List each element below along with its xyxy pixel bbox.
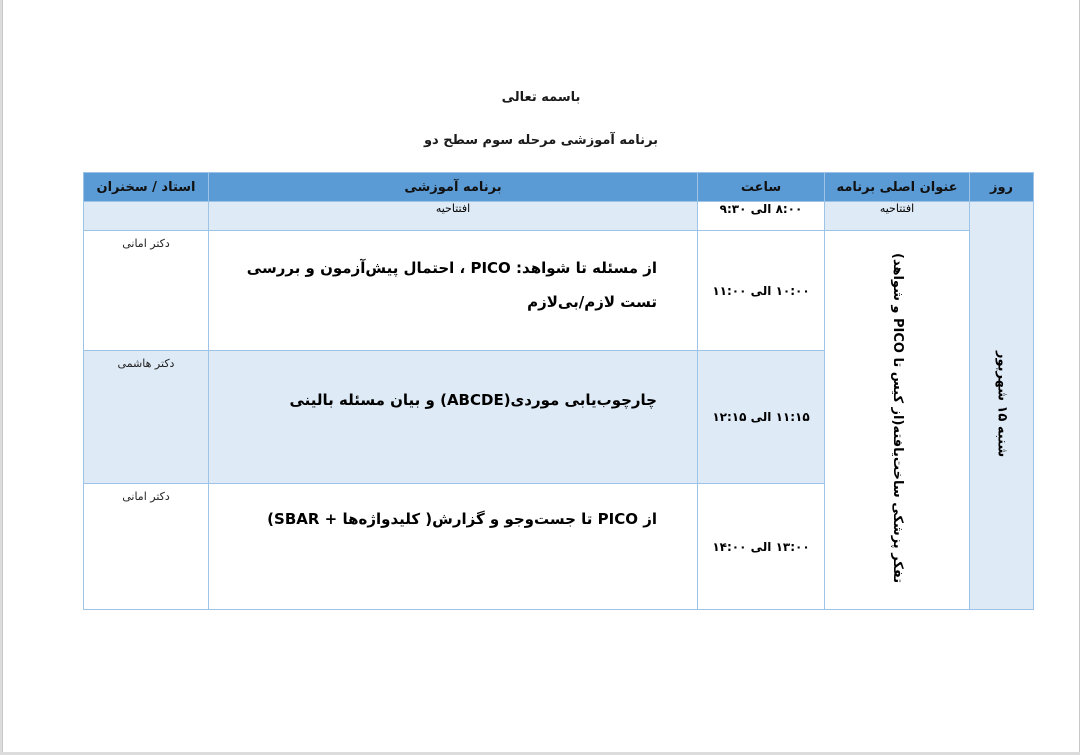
bismillah-heading: باسمه تعالی [501,90,581,105]
program-title: برنامه آموزشی مرحله سوم سطح دو [423,133,659,148]
session-program-cell: چارچوب‌یابی موردی(ABCDE) و بیان مسئله بالینی [209,351,698,484]
col-header-teacher: استاد / سخنران [84,173,209,202]
col-header-program: برنامه آموزشی [209,173,698,202]
table-row [84,231,1034,351]
session-teacher-cell: دکتر هاشمی [84,351,209,484]
table-row-opening [84,202,1034,231]
main-title-cell [825,231,970,610]
session-time-cell: ۱۳:۰۰ الی ۱۴:۰۰ [698,484,825,610]
col-header-day: روز [970,173,1034,202]
main-title-label: تفکر پزشکی ساخت‌یافته(از کیس تا PICO و شواهد) [890,252,905,584]
col-header-time: ساعت [698,173,825,202]
opening-teacher-cell [84,202,209,231]
document-page [2,0,1080,752]
day-cell [970,202,1034,610]
day-label: شنبه ۱۵ شهریور [994,350,1010,458]
session-program-cell: از مسئله تا شواهد: PICO ، احتمال پیش‌آزمون و بررسی تست لازم/بی‌لازم [209,231,698,351]
opening-main-cell: افتتاحیه [825,202,970,231]
table-header-row [84,173,1034,202]
opening-time-cell: ۸:۰۰ الی ۹:۳۰ [698,202,825,231]
opening-program-cell: افتتاحیه [209,202,698,231]
session-time-cell: ۱۱:۱۵ الی ۱۲:۱۵ [698,351,825,484]
session-program-cell: از PICO تا جست‌وجو و گزارش( کلیدواژه‌ها + SBAR) [209,484,698,610]
session-time-cell: ۱۰:۰۰ الی ۱۱:۰۰ [698,231,825,351]
session-teacher-cell: دکتر امانی [84,231,209,351]
col-header-main-title: عنوان اصلی برنامه [825,173,970,202]
session-teacher-cell: دکتر امانی [84,484,209,610]
schedule-table [83,172,1034,610]
